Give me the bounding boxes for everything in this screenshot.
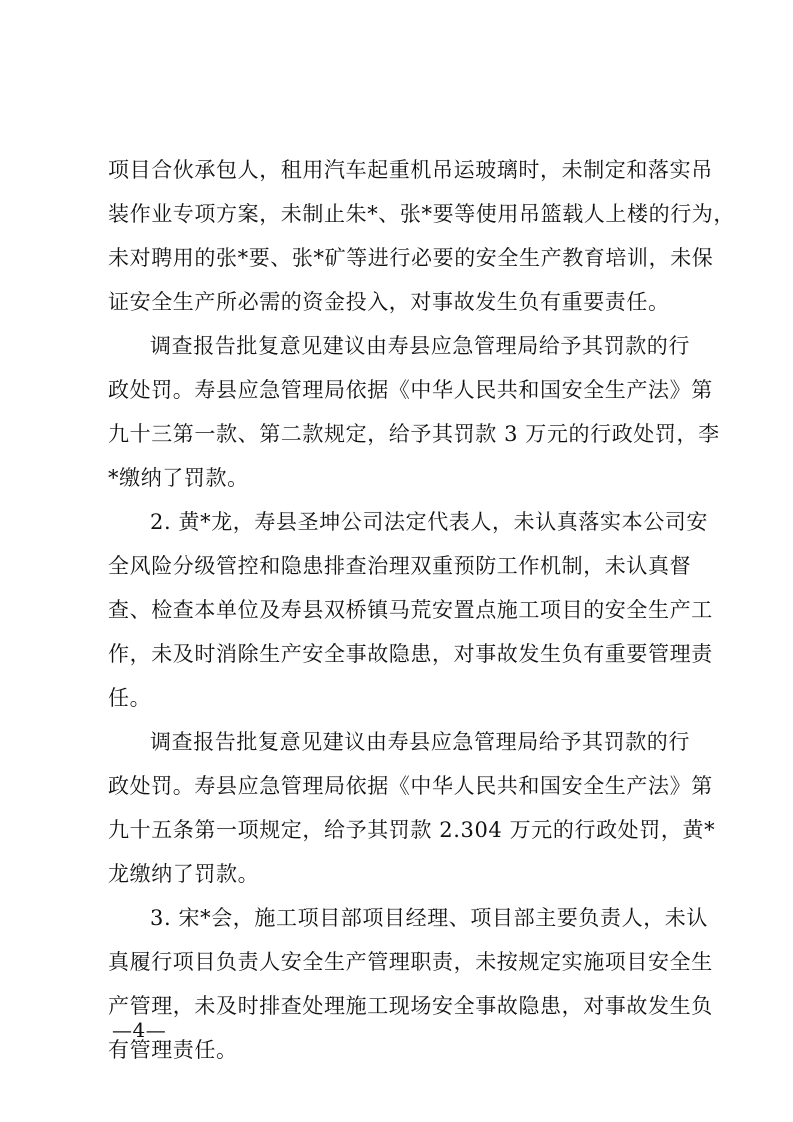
text-line-9: 2. 黄*龙，寿县圣坤公司法定代表人，未认真落实本公司安 <box>150 510 709 534</box>
text-line-12: 作，未及时消除生产安全事故隐患，对事故发生负有重要管理责 <box>108 642 713 666</box>
text-line-15: 政处罚。寿县应急管理局依据《中华人民共和国安全生产法》第 <box>108 774 713 798</box>
text-line-14: 调查报告批复意见建议由寿县应急管理局给予其罚款的行 <box>150 730 690 754</box>
page-number: —4— <box>112 1018 167 1042</box>
text-line-1: 项目合伙承包人，租用汽车起重机吊运玻璃时，未制定和落实吊 <box>108 158 713 182</box>
text-line-20: 产管理，未及时排查处理施工现场安全事故隐患，对事故发生负 <box>108 994 713 1018</box>
text-line-11: 查、检查本单位及寿县双桥镇马荒安置点施工项目的安全生产工 <box>108 598 713 622</box>
text-line-6: 政处罚。寿县应急管理局依据《中华人民共和国安全生产法》第 <box>108 378 713 402</box>
text-line-13: 任。 <box>108 686 152 710</box>
text-line-19: 真履行项目负责人安全生产管理职责，未按规定实施项目安全生 <box>108 950 713 974</box>
text-line-7: 九十三第一款、第二款规定，给予其罚款 3 万元的行政处罚，李 <box>108 422 720 446</box>
text-line-5: 调查报告批复意见建议由寿县应急管理局给予其罚款的行 <box>150 334 690 358</box>
text-line-17: 龙缴纳了罚款。 <box>108 862 260 886</box>
text-line-16: 九十五条第一项规定，给予其罚款 2.304 万元的行政处罚，黄* <box>108 818 716 842</box>
text-line-8: *缴纳了罚款。 <box>108 466 249 490</box>
text-line-10: 全风险分级管控和隐患排查治理双重预防工作机制，未认真督 <box>108 554 692 578</box>
text-line-4: 证安全生产所必需的资金投入，对事故发生负有重要责任。 <box>108 290 670 314</box>
text-line-18: 3. 宋*会，施工项目部项目经理、项目部主要负责人，未认 <box>150 906 709 930</box>
text-line-2: 装作业专项方案，未制止朱*、张*要等使用吊篮载人上楼的行为， <box>108 202 735 226</box>
text-line-21: 有管理责任。 <box>108 1038 238 1062</box>
text-line-3: 未对聘用的张*要、张*矿等进行必要的安全生产教育培训，未保 <box>108 246 714 270</box>
